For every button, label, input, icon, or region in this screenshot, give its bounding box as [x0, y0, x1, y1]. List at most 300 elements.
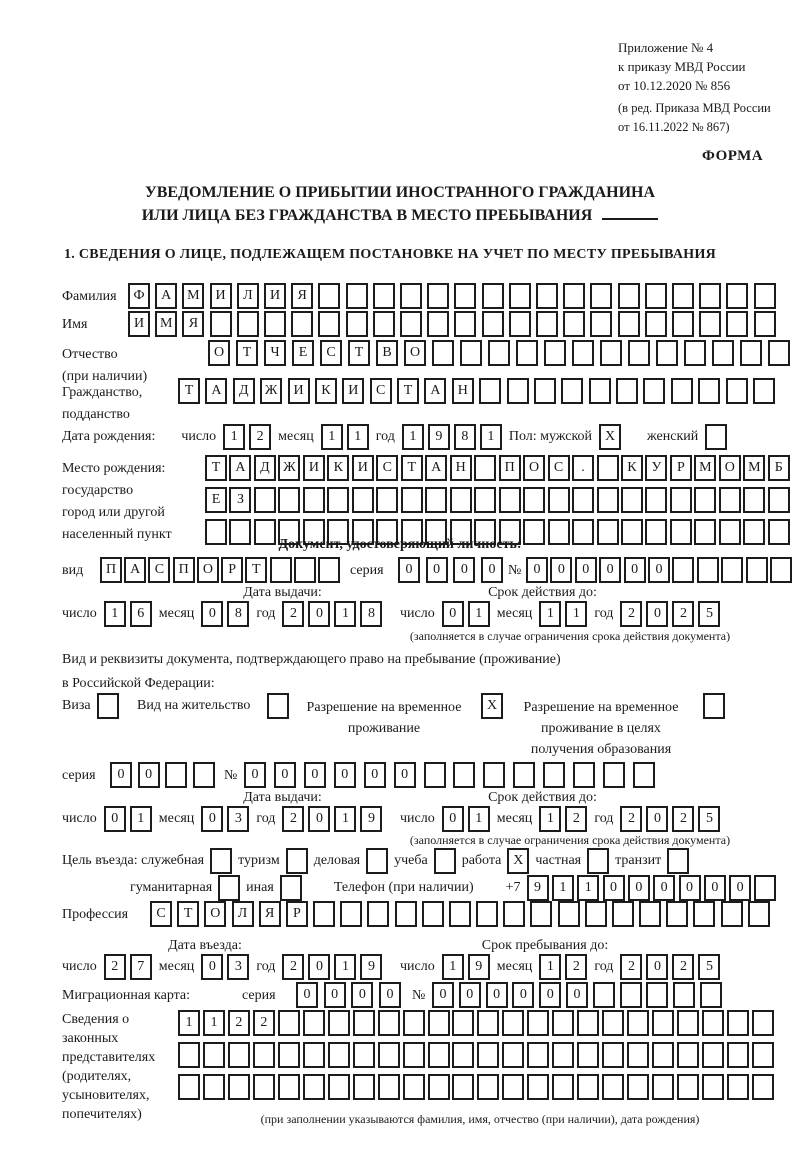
- char-box[interactable]: И: [303, 455, 325, 481]
- char-box[interactable]: О: [208, 340, 230, 366]
- char-box[interactable]: 0: [110, 762, 132, 788]
- char-box[interactable]: 8: [454, 424, 476, 450]
- char-box[interactable]: И: [352, 455, 374, 481]
- char-box[interactable]: И: [264, 283, 286, 309]
- char-box[interactable]: 1: [539, 806, 561, 832]
- char-box[interactable]: С: [150, 901, 172, 927]
- char-box[interactable]: [378, 1074, 400, 1100]
- char-box[interactable]: 0: [351, 982, 373, 1008]
- char-box[interactable]: 2: [565, 954, 587, 980]
- char-box[interactable]: 0: [201, 601, 223, 627]
- char-box[interactable]: К: [327, 455, 349, 481]
- char-box[interactable]: [253, 1042, 275, 1068]
- char-box[interactable]: [318, 311, 340, 337]
- char-box[interactable]: [563, 283, 585, 309]
- char-box[interactable]: [754, 311, 776, 337]
- char-box[interactable]: [428, 1042, 450, 1068]
- char-box[interactable]: И: [210, 283, 232, 309]
- char-box[interactable]: [727, 1042, 749, 1068]
- char-box[interactable]: Н: [452, 378, 474, 404]
- char-box[interactable]: [727, 1010, 749, 1036]
- char-box[interactable]: Ж: [260, 378, 282, 404]
- char-box[interactable]: С: [370, 378, 392, 404]
- char-box[interactable]: [672, 283, 694, 309]
- char-box[interactable]: [278, 1042, 300, 1068]
- char-box[interactable]: 2: [620, 601, 642, 627]
- char-box[interactable]: [254, 487, 276, 513]
- char-box[interactable]: С: [148, 557, 170, 583]
- char-box[interactable]: Ф: [128, 283, 150, 309]
- char-box[interactable]: [488, 340, 510, 366]
- char-box[interactable]: [656, 340, 678, 366]
- char-box[interactable]: О: [719, 455, 741, 481]
- char-box[interactable]: [294, 557, 316, 583]
- char-box[interactable]: [590, 311, 612, 337]
- char-box[interactable]: [561, 378, 583, 404]
- checkbox-humanitarian[interactable]: [218, 875, 240, 901]
- char-box[interactable]: [602, 1010, 624, 1036]
- char-box[interactable]: [453, 762, 475, 788]
- char-box[interactable]: [353, 1010, 375, 1036]
- char-box[interactable]: 1: [577, 875, 599, 901]
- char-box[interactable]: 2: [282, 954, 304, 980]
- char-box[interactable]: 0: [426, 557, 448, 583]
- char-box[interactable]: [503, 901, 525, 927]
- char-box[interactable]: [474, 487, 496, 513]
- char-box[interactable]: М: [155, 311, 177, 337]
- char-box[interactable]: 2: [282, 601, 304, 627]
- char-box[interactable]: [652, 1074, 674, 1100]
- char-box[interactable]: 0: [453, 557, 475, 583]
- char-box[interactable]: Т: [178, 378, 200, 404]
- char-box[interactable]: 5: [698, 601, 720, 627]
- char-box[interactable]: [697, 557, 719, 583]
- char-box[interactable]: 0: [539, 982, 561, 1008]
- char-box[interactable]: [627, 1010, 649, 1036]
- char-box[interactable]: [652, 1010, 674, 1036]
- char-box[interactable]: 2: [104, 954, 126, 980]
- char-box[interactable]: [477, 1010, 499, 1036]
- char-box[interactable]: 1: [468, 601, 490, 627]
- char-box[interactable]: [527, 1074, 549, 1100]
- char-box[interactable]: 2: [620, 806, 642, 832]
- char-box[interactable]: О: [404, 340, 426, 366]
- char-box[interactable]: [376, 487, 398, 513]
- char-box[interactable]: [768, 487, 790, 513]
- char-box[interactable]: [278, 487, 300, 513]
- char-box[interactable]: 1: [334, 601, 356, 627]
- char-box[interactable]: [573, 762, 595, 788]
- char-box[interactable]: [428, 1074, 450, 1100]
- char-box[interactable]: Р: [286, 901, 308, 927]
- char-box[interactable]: 9: [468, 954, 490, 980]
- checkbox-other[interactable]: [280, 875, 302, 901]
- checkbox-work[interactable]: X: [507, 848, 529, 874]
- checkbox-private[interactable]: [587, 848, 609, 874]
- char-box[interactable]: В: [376, 340, 398, 366]
- char-box[interactable]: [552, 1074, 574, 1100]
- char-box[interactable]: [278, 1074, 300, 1100]
- char-box[interactable]: [474, 455, 496, 481]
- char-box[interactable]: [677, 1042, 699, 1068]
- char-box[interactable]: 0: [628, 875, 650, 901]
- char-box[interactable]: [572, 487, 594, 513]
- char-box[interactable]: 0: [486, 982, 508, 1008]
- checkbox-business[interactable]: [366, 848, 388, 874]
- char-box[interactable]: [548, 487, 570, 513]
- char-box[interactable]: 0: [704, 875, 726, 901]
- char-box[interactable]: И: [288, 378, 310, 404]
- char-box[interactable]: А: [425, 455, 447, 481]
- char-box[interactable]: [228, 1042, 250, 1068]
- char-box[interactable]: [403, 1010, 425, 1036]
- char-box[interactable]: 1: [468, 806, 490, 832]
- char-box[interactable]: [432, 340, 454, 366]
- char-box[interactable]: [627, 1074, 649, 1100]
- char-box[interactable]: 0: [432, 982, 454, 1008]
- char-box[interactable]: А: [155, 283, 177, 309]
- char-box[interactable]: [346, 283, 368, 309]
- char-box[interactable]: [544, 340, 566, 366]
- char-box[interactable]: [552, 1042, 574, 1068]
- char-box[interactable]: [367, 901, 389, 927]
- char-box[interactable]: 0: [550, 557, 572, 583]
- char-box[interactable]: 0: [679, 875, 701, 901]
- char-box[interactable]: [754, 283, 776, 309]
- char-box[interactable]: [536, 283, 558, 309]
- char-box[interactable]: 0: [398, 557, 420, 583]
- char-box[interactable]: [427, 283, 449, 309]
- char-box[interactable]: [450, 487, 472, 513]
- char-box[interactable]: [210, 311, 232, 337]
- char-box[interactable]: 0: [646, 601, 668, 627]
- char-box[interactable]: [400, 283, 422, 309]
- char-box[interactable]: [425, 487, 447, 513]
- char-box[interactable]: И: [128, 311, 150, 337]
- char-box[interactable]: 0: [201, 954, 223, 980]
- char-box[interactable]: 0: [575, 557, 597, 583]
- char-box[interactable]: [672, 311, 694, 337]
- char-box[interactable]: [502, 1042, 524, 1068]
- char-box[interactable]: [303, 487, 325, 513]
- char-box[interactable]: 0: [648, 557, 670, 583]
- char-box[interactable]: Е: [205, 487, 227, 513]
- char-box[interactable]: Т: [177, 901, 199, 927]
- char-box[interactable]: [328, 1042, 350, 1068]
- char-box[interactable]: Л: [232, 901, 254, 927]
- char-box[interactable]: 0: [442, 601, 464, 627]
- char-box[interactable]: [178, 1074, 200, 1100]
- char-box[interactable]: [694, 487, 716, 513]
- char-box[interactable]: 2: [249, 424, 271, 450]
- char-box[interactable]: [523, 487, 545, 513]
- char-box[interactable]: [752, 1010, 774, 1036]
- char-box[interactable]: 1: [223, 424, 245, 450]
- char-box[interactable]: 0: [653, 875, 675, 901]
- char-box[interactable]: Т: [236, 340, 258, 366]
- char-box[interactable]: 1: [480, 424, 502, 450]
- char-box[interactable]: Т: [397, 378, 419, 404]
- char-box[interactable]: [328, 1010, 350, 1036]
- char-box[interactable]: 1: [334, 806, 356, 832]
- char-box[interactable]: 0: [244, 762, 266, 788]
- char-box[interactable]: [527, 1010, 549, 1036]
- char-box[interactable]: [612, 901, 634, 927]
- char-box[interactable]: 0: [308, 601, 330, 627]
- char-box[interactable]: 0: [442, 806, 464, 832]
- char-box[interactable]: [618, 283, 640, 309]
- char-box[interactable]: [552, 1010, 574, 1036]
- char-box[interactable]: И: [342, 378, 364, 404]
- char-box[interactable]: 0: [566, 982, 588, 1008]
- char-box[interactable]: 0: [274, 762, 296, 788]
- char-box[interactable]: [303, 1042, 325, 1068]
- char-box[interactable]: [449, 901, 471, 927]
- char-box[interactable]: [748, 901, 770, 927]
- char-box[interactable]: [699, 311, 721, 337]
- char-box[interactable]: [395, 901, 417, 927]
- char-box[interactable]: [597, 455, 619, 481]
- char-box[interactable]: 0: [481, 557, 503, 583]
- char-box[interactable]: [577, 1074, 599, 1100]
- char-box[interactable]: [270, 557, 292, 583]
- char-box[interactable]: [666, 901, 688, 927]
- char-box[interactable]: Д: [233, 378, 255, 404]
- char-box[interactable]: [373, 311, 395, 337]
- char-box[interactable]: 0: [334, 762, 356, 788]
- char-box[interactable]: [479, 378, 501, 404]
- char-box[interactable]: [727, 1074, 749, 1100]
- char-box[interactable]: 1: [402, 424, 424, 450]
- char-box[interactable]: [645, 311, 667, 337]
- char-box[interactable]: [313, 901, 335, 927]
- char-box[interactable]: 0: [599, 557, 621, 583]
- char-box[interactable]: [712, 340, 734, 366]
- checkbox-male[interactable]: X: [599, 424, 621, 450]
- char-box[interactable]: 0: [201, 806, 223, 832]
- char-box[interactable]: [534, 378, 556, 404]
- checkbox-temp-residence-edu[interactable]: [703, 693, 725, 719]
- char-box[interactable]: М: [694, 455, 716, 481]
- char-box[interactable]: 3: [227, 806, 249, 832]
- char-box[interactable]: [482, 283, 504, 309]
- char-box[interactable]: С: [548, 455, 570, 481]
- char-box[interactable]: [353, 1074, 375, 1100]
- char-box[interactable]: [203, 1074, 225, 1100]
- char-box[interactable]: [477, 1074, 499, 1100]
- char-box[interactable]: 2: [672, 954, 694, 980]
- char-box[interactable]: [353, 1042, 375, 1068]
- char-box[interactable]: [621, 487, 643, 513]
- char-box[interactable]: [770, 557, 792, 583]
- char-box[interactable]: Л: [237, 283, 259, 309]
- char-box[interactable]: К: [315, 378, 337, 404]
- char-box[interactable]: 0: [526, 557, 548, 583]
- char-box[interactable]: [702, 1074, 724, 1100]
- char-box[interactable]: [673, 982, 695, 1008]
- char-box[interactable]: [627, 1042, 649, 1068]
- char-box[interactable]: [699, 283, 721, 309]
- char-box[interactable]: [643, 378, 665, 404]
- char-box[interactable]: [671, 378, 693, 404]
- char-box[interactable]: [597, 487, 619, 513]
- char-box[interactable]: 0: [646, 954, 668, 980]
- char-box[interactable]: П: [173, 557, 195, 583]
- char-box[interactable]: 1: [104, 601, 126, 627]
- char-box[interactable]: П: [499, 455, 521, 481]
- char-box[interactable]: А: [124, 557, 146, 583]
- char-box[interactable]: Я: [259, 901, 281, 927]
- char-box[interactable]: .: [572, 455, 594, 481]
- char-box[interactable]: [452, 1010, 474, 1036]
- char-box[interactable]: [719, 487, 741, 513]
- char-box[interactable]: [502, 1074, 524, 1100]
- char-box[interactable]: [577, 1042, 599, 1068]
- char-box[interactable]: О: [523, 455, 545, 481]
- char-box[interactable]: [577, 1010, 599, 1036]
- char-box[interactable]: 5: [698, 806, 720, 832]
- char-box[interactable]: [590, 283, 612, 309]
- char-box[interactable]: [726, 311, 748, 337]
- char-box[interactable]: [428, 1010, 450, 1036]
- char-box[interactable]: [454, 283, 476, 309]
- char-box[interactable]: 1: [565, 601, 587, 627]
- char-box[interactable]: [509, 311, 531, 337]
- char-box[interactable]: 3: [227, 954, 249, 980]
- char-box[interactable]: [452, 1042, 474, 1068]
- char-box[interactable]: Я: [182, 311, 204, 337]
- char-box[interactable]: Д: [254, 455, 276, 481]
- checkbox-residence-permit[interactable]: [267, 693, 289, 719]
- char-box[interactable]: 1: [552, 875, 574, 901]
- char-box[interactable]: 0: [459, 982, 481, 1008]
- char-box[interactable]: [278, 1010, 300, 1036]
- char-box[interactable]: 0: [379, 982, 401, 1008]
- char-box[interactable]: [633, 762, 655, 788]
- char-box[interactable]: 0: [296, 982, 318, 1008]
- char-box[interactable]: [753, 378, 775, 404]
- char-box[interactable]: О: [204, 901, 226, 927]
- char-box[interactable]: [593, 982, 615, 1008]
- char-box[interactable]: [527, 1042, 549, 1068]
- char-box[interactable]: [740, 340, 762, 366]
- char-box[interactable]: А: [205, 378, 227, 404]
- char-box[interactable]: [677, 1074, 699, 1100]
- char-box[interactable]: А: [229, 455, 251, 481]
- char-box[interactable]: 0: [304, 762, 326, 788]
- char-box[interactable]: К: [621, 455, 643, 481]
- char-box[interactable]: 2: [253, 1010, 275, 1036]
- char-box[interactable]: 0: [603, 875, 625, 901]
- char-box[interactable]: О: [197, 557, 219, 583]
- char-box[interactable]: С: [376, 455, 398, 481]
- char-box[interactable]: 1: [442, 954, 464, 980]
- char-box[interactable]: Б: [768, 455, 790, 481]
- char-box[interactable]: [400, 311, 422, 337]
- char-box[interactable]: [502, 1010, 524, 1036]
- char-box[interactable]: [460, 340, 482, 366]
- char-box[interactable]: [513, 762, 535, 788]
- char-box[interactable]: [165, 762, 187, 788]
- char-box[interactable]: 0: [308, 806, 330, 832]
- char-box[interactable]: 9: [428, 424, 450, 450]
- char-box[interactable]: Ч: [264, 340, 286, 366]
- checkbox-transit[interactable]: [667, 848, 689, 874]
- char-box[interactable]: [620, 982, 642, 1008]
- char-box[interactable]: 9: [527, 875, 549, 901]
- char-box[interactable]: [482, 311, 504, 337]
- char-box[interactable]: [572, 340, 594, 366]
- char-box[interactable]: Р: [221, 557, 243, 583]
- char-box[interactable]: [178, 1042, 200, 1068]
- char-box[interactable]: [700, 982, 722, 1008]
- char-box[interactable]: [616, 378, 638, 404]
- char-box[interactable]: 2: [565, 806, 587, 832]
- char-box[interactable]: [373, 283, 395, 309]
- char-box[interactable]: 8: [227, 601, 249, 627]
- char-box[interactable]: Р: [670, 455, 692, 481]
- char-box[interactable]: С: [320, 340, 342, 366]
- char-box[interactable]: 1: [539, 954, 561, 980]
- char-box[interactable]: [752, 1074, 774, 1100]
- char-box[interactable]: Е: [292, 340, 314, 366]
- char-box[interactable]: 9: [360, 954, 382, 980]
- char-box[interactable]: [677, 1010, 699, 1036]
- char-box[interactable]: [721, 901, 743, 927]
- char-box[interactable]: [352, 487, 374, 513]
- char-box[interactable]: 7: [130, 954, 152, 980]
- char-box[interactable]: [652, 1042, 674, 1068]
- char-box[interactable]: 8: [360, 601, 382, 627]
- char-box[interactable]: [291, 311, 313, 337]
- char-box[interactable]: [585, 901, 607, 927]
- checkbox-temp-residence[interactable]: X: [481, 693, 503, 719]
- char-box[interactable]: [752, 1042, 774, 1068]
- char-box[interactable]: [530, 901, 552, 927]
- char-box[interactable]: 0: [138, 762, 160, 788]
- char-box[interactable]: [646, 982, 668, 1008]
- char-box[interactable]: Т: [245, 557, 267, 583]
- char-box[interactable]: [672, 557, 694, 583]
- checkbox-official[interactable]: [210, 848, 232, 874]
- char-box[interactable]: 1: [321, 424, 343, 450]
- char-box[interactable]: [303, 1010, 325, 1036]
- char-box[interactable]: [726, 378, 748, 404]
- char-box[interactable]: 0: [308, 954, 330, 980]
- char-box[interactable]: 0: [324, 982, 346, 1008]
- char-box[interactable]: [746, 557, 768, 583]
- char-box[interactable]: [328, 1074, 350, 1100]
- char-box[interactable]: [563, 311, 585, 337]
- char-box[interactable]: [378, 1010, 400, 1036]
- char-box[interactable]: [693, 901, 715, 927]
- char-box[interactable]: [603, 762, 625, 788]
- char-box[interactable]: 0: [394, 762, 416, 788]
- char-box[interactable]: [228, 1074, 250, 1100]
- char-box[interactable]: [318, 557, 340, 583]
- char-box[interactable]: 0: [646, 806, 668, 832]
- char-box[interactable]: 2: [620, 954, 642, 980]
- char-box[interactable]: 1: [203, 1010, 225, 1036]
- char-box[interactable]: [543, 762, 565, 788]
- char-box[interactable]: [602, 1042, 624, 1068]
- char-box[interactable]: [507, 378, 529, 404]
- char-box[interactable]: [401, 487, 423, 513]
- char-box[interactable]: Ж: [278, 455, 300, 481]
- char-box[interactable]: М: [182, 283, 204, 309]
- char-box[interactable]: Я: [291, 283, 313, 309]
- char-box[interactable]: 0: [512, 982, 534, 1008]
